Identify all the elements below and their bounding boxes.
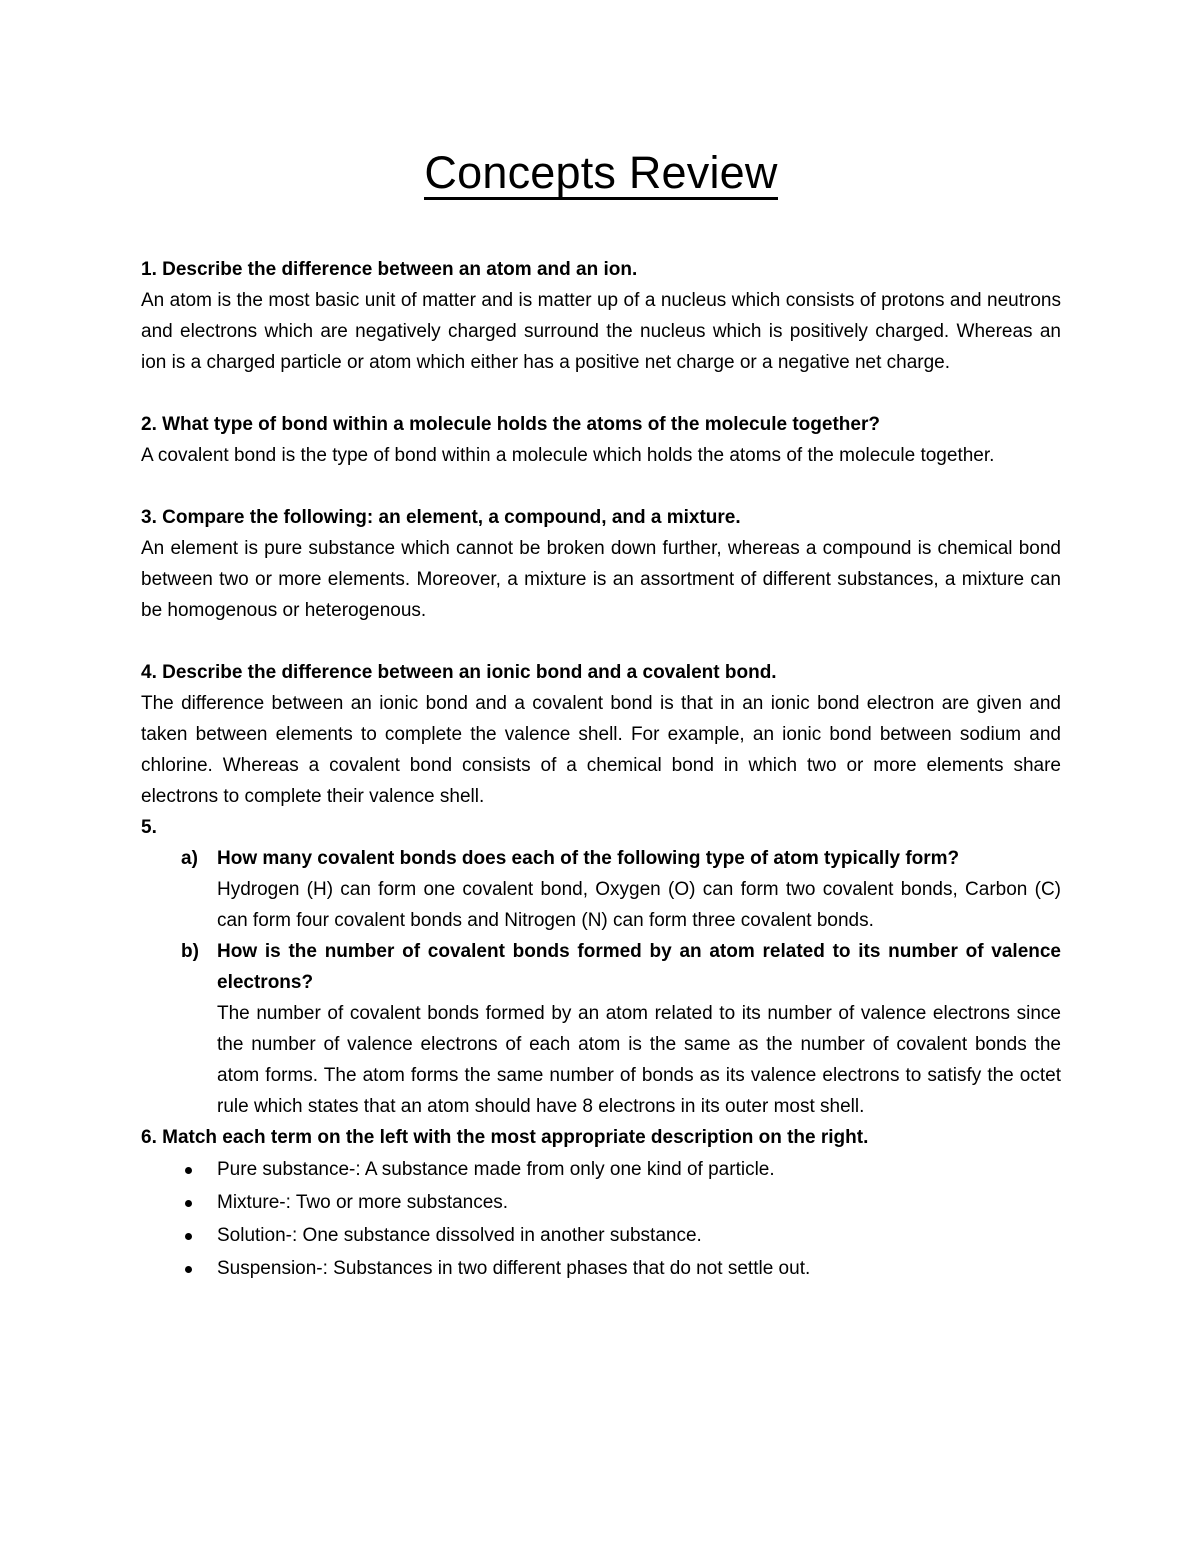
question-5a-heading: How many covalent bonds does each of the following type of atom typically form? [217,848,960,869]
page-title [141,147,1061,200]
bullet-dot-icon [185,1233,192,1240]
bullet-dot-icon [185,1266,192,1273]
bullet-text-solution: Solution-: One substance dissolved in another substance. [217,1225,702,1246]
bullet-item [141,1153,1061,1186]
bullet-item [141,1186,1061,1219]
question-5a-marker: a) [181,848,198,869]
question-5b-answer: The number of covalent bonds formed by an atom related to its number of valence electrons since the number of valence electrons of each atom is the same as the number of covalent bonds the atom forms. The atom forms the same number of bonds as its valence electrons to satisfy the octet rule which states that an atom should have 8 electrons in its outer most shell. [217,1003,1061,1117]
question-5b-heading: How is the number of covalent bonds formed by an atom related to its number of valence electrons? [217,941,1061,993]
question-5b [141,936,1061,1122]
question-block-2 [141,409,1061,471]
question-6-heading: 6. Match each term on the left with the most appropriate description on the right. [141,1127,869,1148]
question-5-parts [141,843,1061,1122]
question-3-answer: An element is pure substance which cannot be broken down further, whereas a compound is chemical bond between two or more elements. Moreover, a mixture is an assortment of different substances, a mixture can be homogenous or heterogenous. [141,538,1061,621]
question-2-answer: A covalent bond is the type of bond within a molecule which holds the atoms of the molecule together. [141,445,995,466]
question-block-4 [141,657,1061,812]
question-4-answer: The difference between an ionic bond and a covalent bond is that in an ionic bond electron are given and taken between elements to complete the valence shell. For example, an ionic bond between sodium and chlorine. Whereas a covalent bond consists of a chemical bond in which two or more elements share electrons to complete their valence shell. [141,693,1061,807]
question-5a-answer: Hydrogen (H) can form one covalent bond, Oxygen (O) can form two covalent bonds, Carbon (C) can form four covalent bonds and Nitrogen (N) can form three covalent bonds. [217,879,1061,931]
bullet-text-suspension: Suspension-: Substances in two different phases that do not settle out. [217,1258,811,1279]
bullet-item [141,1252,1061,1285]
page-title-text: Concepts Review [424,147,778,198]
bullet-text-pure-substance: Pure substance-: A substance made from only one kind of particle. [217,1159,775,1180]
question-5a [141,843,1061,936]
question-4-heading: 4. Describe the difference between an ionic bond and a covalent bond. [141,662,777,683]
question-1-heading: 1. Describe the difference between an atom and an ion. [141,259,638,280]
bullet-item [141,1219,1061,1252]
bullet-text-mixture: Mixture-: Two or more substances. [217,1192,509,1213]
question-block-5 [141,812,1061,1122]
question-block-1 [141,254,1061,378]
question-5-heading: 5. [141,817,157,838]
question-block-3 [141,502,1061,626]
question-5b-marker: b) [181,941,199,962]
question-1-answer: An atom is the most basic unit of matter and is matter up of a nucleus which consists of protons and neutrons and electrons which are negatively charged surround the nucleus which is positively charged. Whereas an ion is a charged particle or atom which either has a positive net charge or a negative net charge. [141,290,1061,373]
question-2-heading: 2. What type of bond within a molecule holds the atoms of the molecule together? [141,414,880,435]
bullet-dot-icon [185,1200,192,1207]
bullet-dot-icon [185,1167,192,1174]
question-6-bullets [141,1153,1061,1285]
question-3-heading: 3. Compare the following: an element, a compound, and a mixture. [141,507,741,528]
question-block-6 [141,1122,1061,1285]
document-page [141,147,1061,1285]
